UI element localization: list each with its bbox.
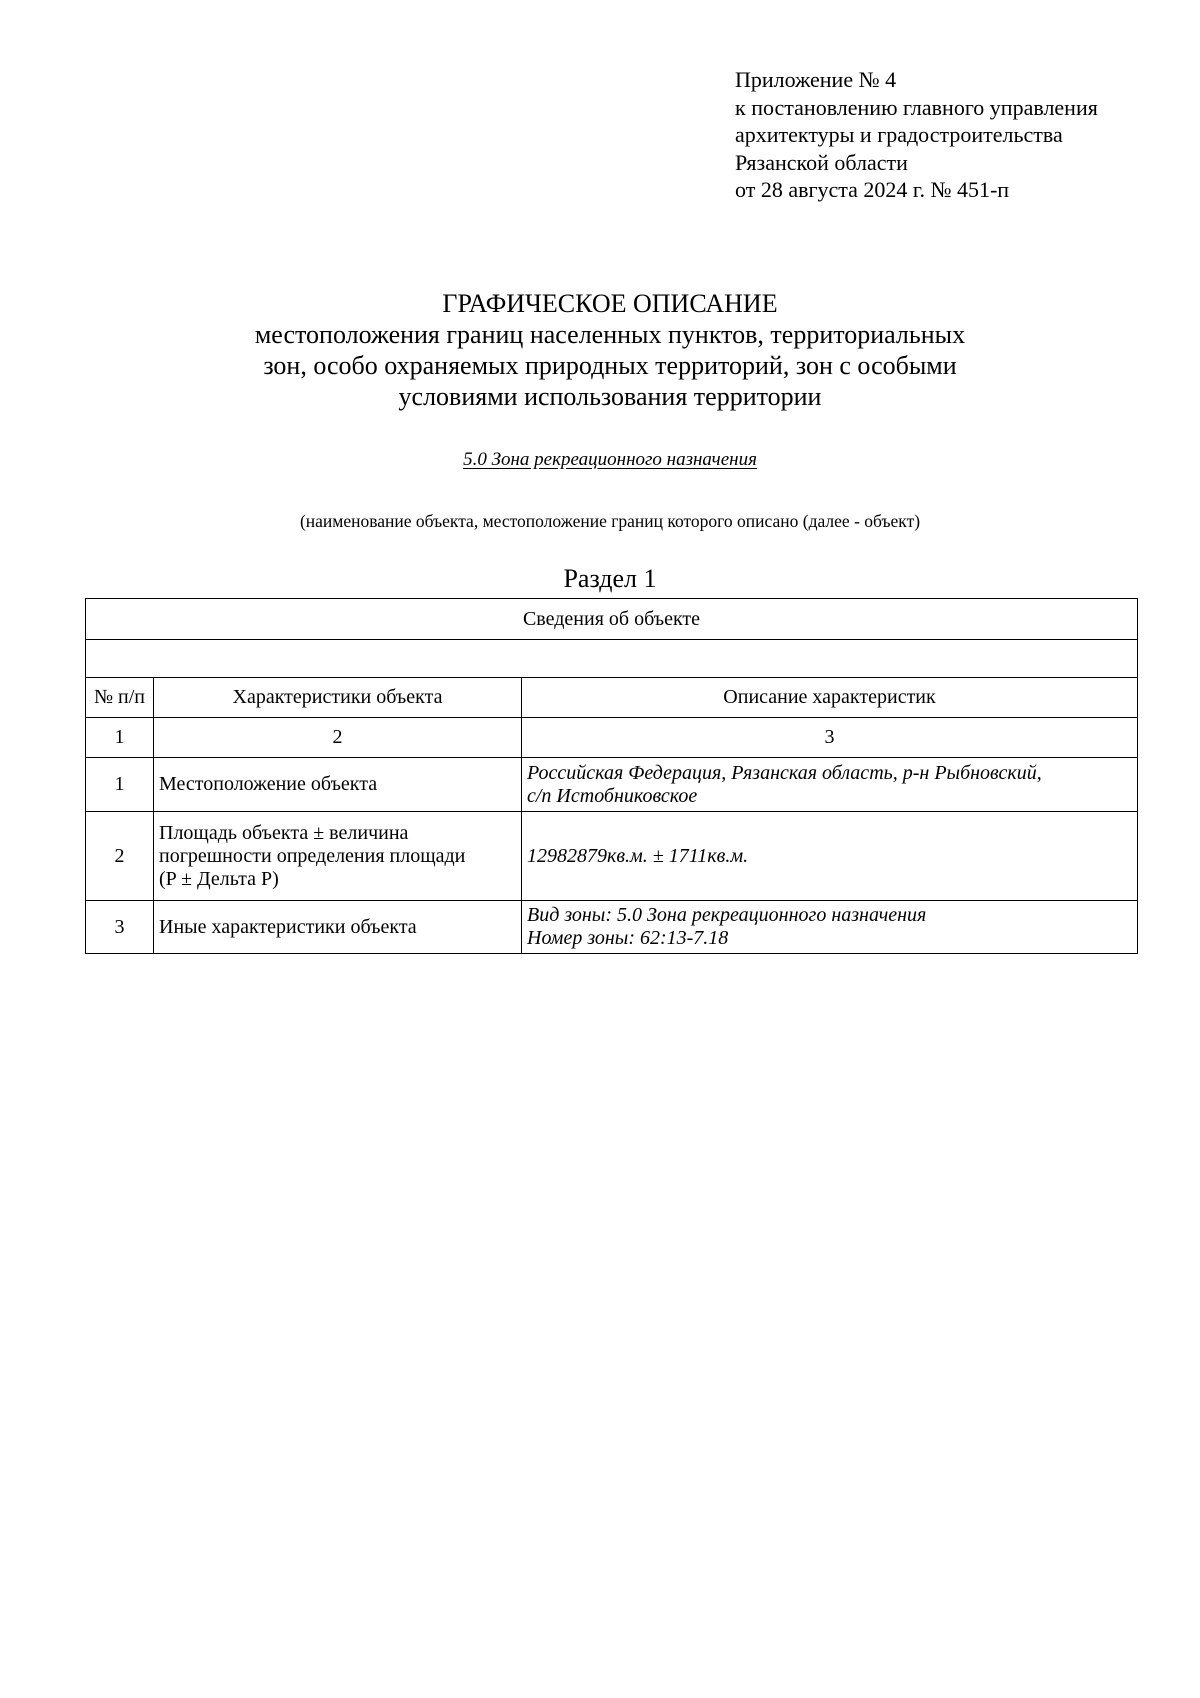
object-name: 5.0 Зона рекреационного назначения: [463, 449, 757, 470]
column-number-cell: 1: [86, 718, 154, 758]
characteristic-line: погрешности определения площади: [159, 844, 466, 867]
appendix-line: Приложение № 4: [735, 67, 897, 92]
object-name-line: [0, 449, 1200, 471]
characteristic-line: Местоположение объекта: [159, 773, 378, 795]
table-column-numbers-row: [86, 718, 1138, 758]
appendix-line: к постановлению главного управления: [735, 94, 1098, 120]
document-subtitle-line: условиями использования территории: [398, 382, 822, 411]
appendix-line: архитектуры и градостроительства: [735, 122, 1063, 147]
header-cell-number: № п/п: [86, 678, 154, 718]
characteristic-cell: [154, 812, 522, 901]
description-cell: [522, 812, 1138, 901]
table-empty-row: [86, 640, 1138, 678]
description-line: Номер зоны: 62:13-7.18: [527, 927, 729, 949]
table-row: [86, 758, 1138, 812]
table-row: [86, 812, 1138, 901]
characteristic-line: Площадь объекта ± величина: [159, 821, 409, 844]
table-empty-cell: [86, 640, 1138, 678]
characteristic-cell: [154, 758, 522, 812]
characteristic-line: Иные характеристики объекта: [159, 915, 417, 938]
table-caption: Сведения об объекте: [86, 599, 1138, 640]
description-line: 12982879кв.м. ± 1711кв.м.: [527, 844, 749, 867]
row-number-cell: 3: [86, 901, 154, 954]
table-header-row: [86, 678, 1138, 718]
column-number-cell: 2: [154, 718, 522, 758]
header-cell-characteristic: Характеристики объекта: [154, 678, 522, 718]
row-number-cell: 1: [86, 758, 154, 812]
section-title: Раздел 1: [563, 564, 657, 593]
document-title: ГРАФИЧЕСКОЕ ОПИСАНИЕ: [442, 289, 778, 318]
description-line: Российская Федерация, Рязанская область, р-н Рыбновский,: [527, 761, 1042, 784]
header-cell-description: Описание характеристик: [522, 678, 1138, 718]
appendix-block: [735, 66, 1175, 204]
characteristic-cell: [154, 901, 522, 954]
description-line: Вид зоны: 5.0 Зона рекреационного назначения: [527, 904, 927, 926]
table-caption-row: [86, 599, 1138, 640]
description-cell: [522, 758, 1138, 812]
object-info-table: [85, 598, 1138, 954]
description-line: с/п Истобниковское: [527, 784, 698, 807]
table-row: [86, 901, 1138, 954]
description-cell: [522, 901, 1138, 954]
document-subtitle-line: зон, особо охраняемых природных территорий, зон с особыми: [263, 351, 957, 380]
row-number-cell: 2: [86, 812, 154, 901]
characteristic-line: (P ± Дельта P): [159, 867, 279, 890]
document-subtitle-line: местоположения границ населенных пунктов, территориальных: [254, 320, 966, 349]
appendix-line: Рязанской области: [735, 149, 908, 175]
object-caption: (наименование объекта, местоположение границ которого описано (далее - объект): [299, 511, 921, 531]
column-number-cell: 3: [522, 718, 1138, 758]
document-heading: [0, 288, 1200, 412]
appendix-line: от 28 августа 2024 г. № 451-п: [735, 177, 1010, 202]
